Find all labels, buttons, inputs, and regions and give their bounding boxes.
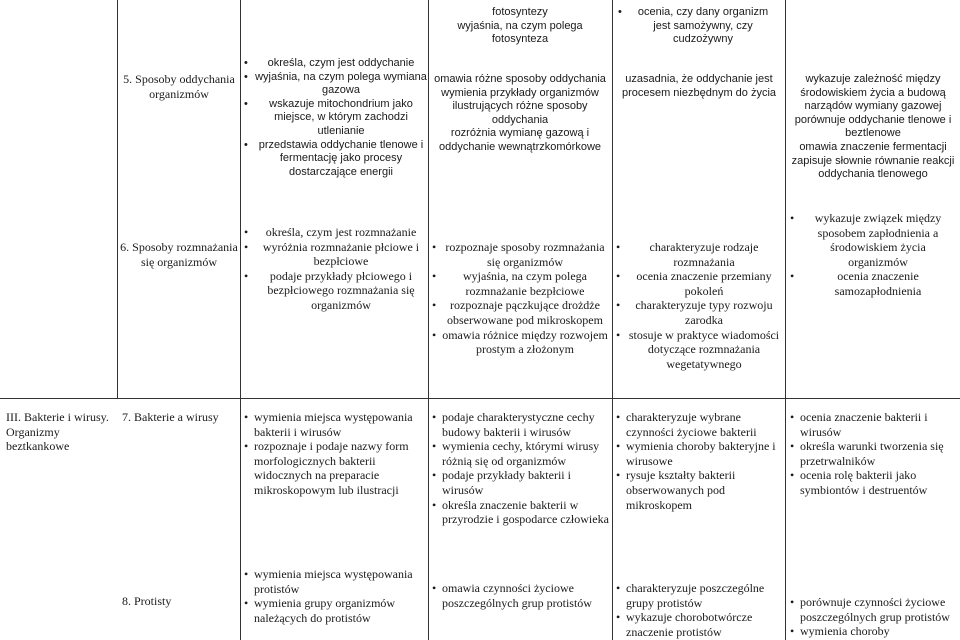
row3-col1: • wymienia miejsca występowania bakterii i wirusów • rozpoznaje i podaje nazwy form morfologicznych bakterii widocznych na preparacie mikroskopowym lub ilustracji bbox=[244, 410, 428, 498]
row0-col4: • ocenia, czy dany organizm jest samożywny, czy cudzożywny bbox=[618, 6, 778, 47]
row4-col1: • wymienia miejsca występowania protistów • wymienia grupy organizmów należących do protistów bbox=[244, 567, 428, 625]
grid-vline bbox=[612, 0, 613, 640]
grid-vline bbox=[117, 0, 118, 398]
grid-vline bbox=[785, 0, 786, 640]
row2-col2: • rozpoznaje sposoby rozmnażania się organizmów • wyjaśnia, na czym polega rozmnażanie bezpłciowe • rozpoznaje pączkujące drożdże obserwowane pod mikroskopem • omawia różnice między rozwojem prostym a złożonym bbox=[432, 240, 608, 357]
row4-topic: 8. Protisty bbox=[122, 594, 172, 608]
row2-col4: • wykazuje związek między sposobem zapłodnienia a środowiskiem życia organizmów • ocenia znaczenie samozapłodnienia bbox=[790, 211, 956, 299]
row3-topic: 7. Bakterie a wirusy bbox=[122, 410, 219, 424]
row4-col4: • porównuje czynności życiowe poszczególnych grup protistów • wymienia choroby bbox=[790, 595, 958, 639]
row3-section: III. Bakterie i wirusy. Organizmy beztkankowe bbox=[6, 410, 109, 454]
row1-col4: wykazuje zależność między środowiskiem życia a budową narządów wymiany gazowej porównuje oddychanie tlenowe i beztlenowe omawia znaczenie fermentacji zapisuje słownie równanie reakcji oddychania tlenowego bbox=[791, 73, 955, 181]
row1-col2: omawia różne sposoby oddychania wymienia przykłady organizmów ilustrujących różne sposoby oddychania rozróżnia wymianę gazową i oddychanie wewnątrzkomórkowe bbox=[434, 73, 606, 153]
grid-hline bbox=[0, 398, 960, 399]
row2-col1: • określa, czym jest rozmnażanie • wyróżnia rozmnażanie płciowe i bezpłciowe • podaje przykłady płciowego i bezpłciowego rozmnażania się organizmów bbox=[244, 225, 428, 313]
row1-topic: 5. Sposoby oddychania organizmów bbox=[123, 72, 235, 101]
grid-vline bbox=[428, 0, 429, 640]
row3-col2: • podaje charakterystyczne cechy budowy bakterii i wirusów • wymienia cechy, którymi wirusy różnią się od organizmów • podaje przykłady bakterii i wirusów • określa znaczenie bakterii w przyrodzie i gospodarce człowieka bbox=[432, 410, 610, 527]
row1-col3: uzasadnia, że oddychanie jest procesem niezbędnym do życia bbox=[621, 73, 777, 99]
row2-col3: • charakteryzuje rodzaje rozmnażania • ocenia znaczenie przemiany pokoleń • charakteryzuje typy rozwoju zarodka • stosuje w praktyce wiadomości dotyczące rozmnażania wegetatywnego bbox=[616, 240, 782, 371]
row0-col2: fotosyntezy wyjaśnia, na czym polega fotosynteza bbox=[457, 6, 583, 46]
row3-col4: • ocenia znaczenie bakterii i wirusów • określa warunki tworzenia się przetrwalników • ocenia rolę bakterii jako symbiontów i destruentów bbox=[790, 410, 958, 498]
row3-col3: • charakteryzuje wybrane czynności życiowe bakterii • wymienia choroby bakteryjne i wirusowe • rysuje kształty bakterii obserwowanych pod mikroskopem bbox=[616, 410, 784, 512]
row4-col2: • omawia czynności życiowe poszczególnych grup protistów bbox=[432, 581, 610, 610]
row4-col3: • charakteryzuje poszczególne grupy protistów • wykazuje chorobotwórcze znaczenie protistów bbox=[616, 581, 784, 639]
row1-col1: • określa, czym jest oddychanie • wyjaśnia, na czym polega wymiana gazowa • wskazuje mitochondrium jako miejsce, w którym zachodzi utlenianie • przedstawia oddychanie tlenowe i fermentację jako procesy dostarczające energii bbox=[244, 57, 428, 179]
row2-topic: 6. Sposoby rozmnażania się organizmów bbox=[120, 240, 238, 269]
